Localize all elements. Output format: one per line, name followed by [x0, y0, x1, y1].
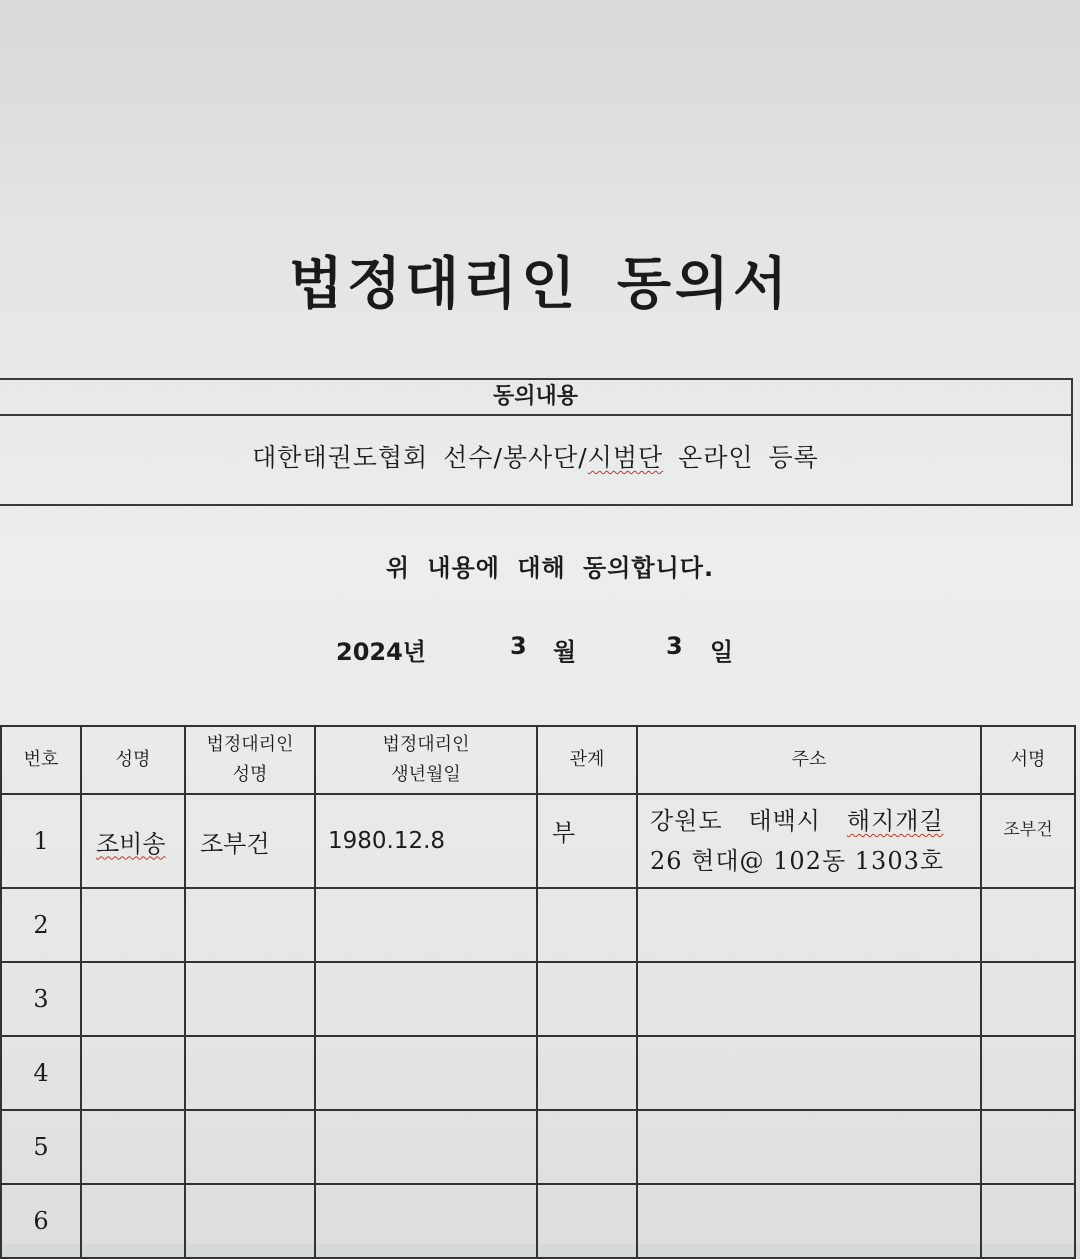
row-1-guardian: 조부건 — [185, 794, 315, 888]
row-5-signature — [981, 1110, 1075, 1184]
header-guardian-name-line2: 성명 — [232, 764, 268, 785]
row-4-address — [637, 1036, 981, 1110]
row-1-name — [81, 794, 185, 888]
row-6-relation — [537, 1184, 637, 1258]
row-3-signature — [981, 962, 1075, 1036]
table-row — [1, 1110, 1075, 1184]
row-2-address — [637, 888, 981, 962]
row-2-guardian — [185, 888, 315, 962]
row-3-birth — [315, 962, 537, 1036]
row-4-name — [81, 1036, 185, 1110]
agreement-statement: 위 내용에 대해 동의합니다. — [385, 554, 715, 582]
row-2-relation — [537, 888, 637, 962]
row-6-guardian — [185, 1184, 315, 1258]
table-row — [1, 888, 1075, 962]
row-5-address — [637, 1110, 981, 1184]
row-1-relation: 부 — [537, 794, 637, 888]
row-2-birth — [315, 888, 537, 962]
row-3-num: 3 — [1, 962, 81, 1036]
row-1-address-line1a: 강원도 태백시 — [650, 807, 847, 835]
row-4-relation — [537, 1036, 637, 1110]
row-5-name — [81, 1110, 185, 1184]
row-4-guardian — [185, 1036, 315, 1110]
row-1-num: 1 — [1, 794, 81, 888]
header-name: 성명 — [81, 726, 185, 794]
row-5-num: 5 — [1, 1110, 81, 1184]
row-3-relation — [537, 962, 637, 1036]
row-4-signature — [981, 1036, 1075, 1110]
row-1-signature: 조부건 — [981, 794, 1075, 888]
header-guardian-birth — [315, 726, 537, 794]
date-row — [0, 632, 1080, 672]
row-1-address-line1b: 해지개길 — [846, 807, 944, 835]
header-signature: 서명 — [981, 726, 1075, 794]
date-month: 3 — [510, 632, 527, 660]
table-row — [1, 1036, 1075, 1110]
row-2-name — [81, 888, 185, 962]
row-5-guardian — [185, 1110, 315, 1184]
consent-box — [0, 378, 1073, 506]
consent-content — [0, 416, 1071, 500]
table-row — [1, 962, 1075, 1036]
row-5-relation — [537, 1110, 637, 1184]
row-6-name — [81, 1184, 185, 1258]
row-3-address — [637, 962, 981, 1036]
row-1-birth: 1980.12.8 — [315, 794, 537, 888]
header-guardian-birth-line1: 법정대리인 — [382, 734, 470, 755]
consent-header: 동의내용 — [0, 380, 1071, 416]
row-1-address — [637, 794, 981, 888]
consent-content-part1: 대한태권도협회 선수/봉사단/ — [252, 443, 588, 472]
header-relation: 관계 — [537, 726, 637, 794]
row-1-name-text: 조비송 — [96, 829, 166, 858]
table-row — [1, 794, 1075, 888]
row-4-birth — [315, 1036, 537, 1110]
row-6-address — [637, 1184, 981, 1258]
date-day-unit: 일 — [710, 638, 734, 666]
row-3-guardian — [185, 962, 315, 1036]
consent-content-marked: 시범단 — [587, 443, 664, 472]
date-year: 2024년 — [336, 638, 426, 666]
table-row — [1, 1184, 1075, 1258]
date-day: 3 — [666, 632, 683, 660]
row-2-signature — [981, 888, 1075, 962]
header-guardian-name-line1: 법정대리인 — [206, 734, 294, 755]
header-guardian-name — [185, 726, 315, 794]
table-header-row — [1, 726, 1075, 794]
registration-table — [0, 725, 1076, 1259]
row-6-num: 6 — [1, 1184, 81, 1258]
row-6-signature — [981, 1184, 1075, 1258]
row-6-birth — [315, 1184, 537, 1258]
consent-content-part2: 온라인 등록 — [663, 443, 819, 472]
row-1-address-line2: 26 현대@ 102동 1303호 — [650, 847, 945, 875]
header-guardian-birth-line2: 생년월일 — [391, 764, 461, 785]
row-4-num: 4 — [1, 1036, 81, 1110]
document-title: 법정대리인 동의서 — [288, 251, 792, 317]
date-month-unit: 월 — [553, 638, 577, 666]
header-address: 주소 — [637, 726, 981, 794]
row-5-birth — [315, 1110, 537, 1184]
header-num: 번호 — [1, 726, 81, 794]
row-3-name — [81, 962, 185, 1036]
row-2-num: 2 — [1, 888, 81, 962]
